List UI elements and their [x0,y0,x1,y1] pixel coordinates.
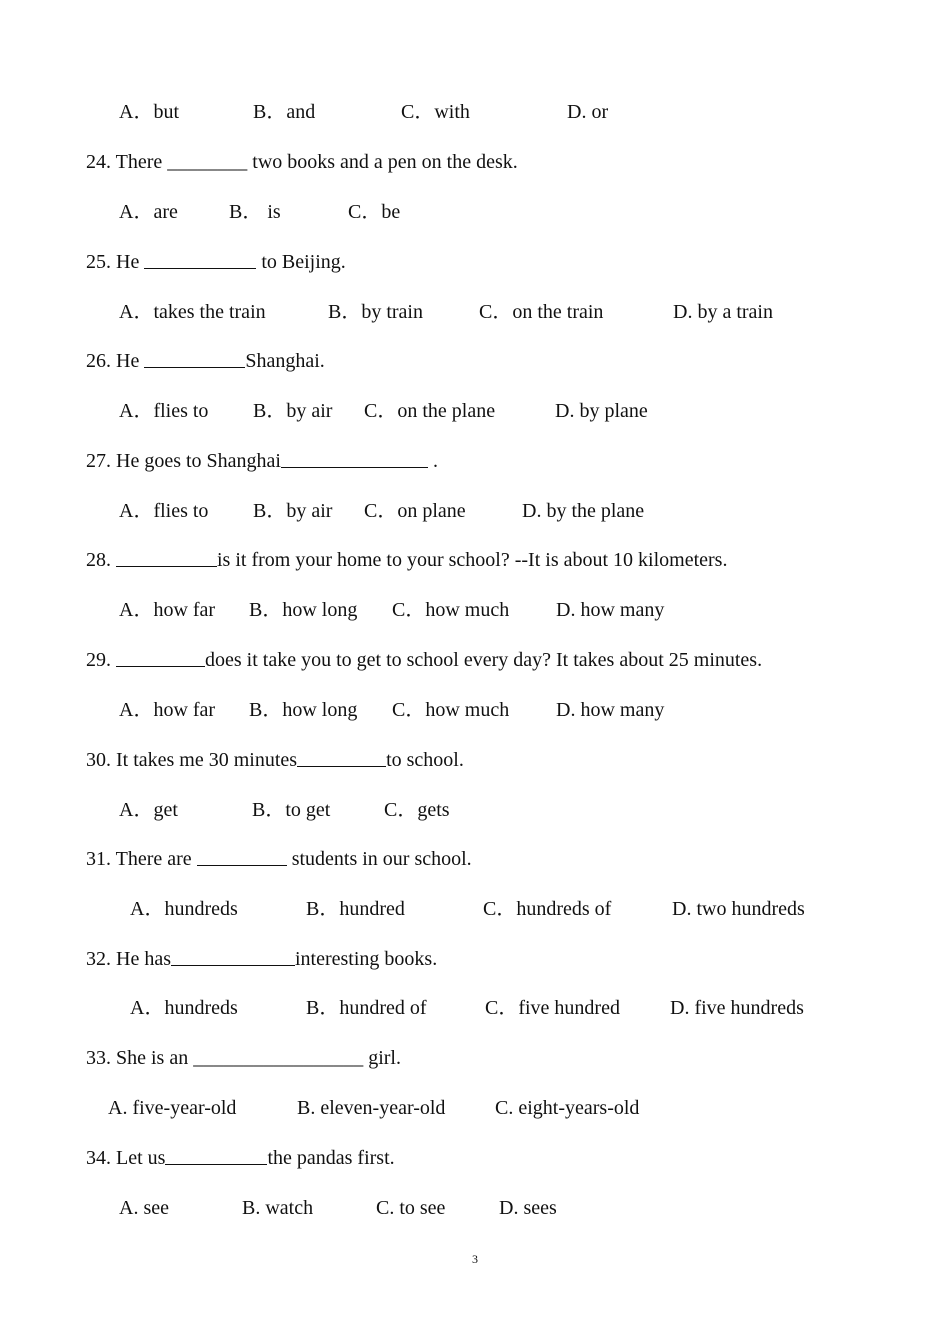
question-line [0,947,950,971]
answer-option: C．five hundred [485,997,620,1019]
question-text-part: 26. He [86,350,145,372]
answer-option: B．how long [249,599,358,621]
answer-option: D. two hundreds [672,898,805,920]
question-text-part: 34. Let us [86,1147,166,1169]
answer-blank [116,648,205,667]
question-text-part: students in our school. [286,848,472,870]
answer-option: A．hundreds [130,898,238,920]
question-text [86,748,464,772]
question-line [0,748,950,772]
answer-option: A．how far [119,599,216,621]
question-line [0,847,950,871]
question-text-part: 29. [86,649,116,671]
question-text [86,349,325,373]
question-line [0,648,950,672]
question-text [86,847,472,871]
answer-option: D. sees [499,1197,557,1219]
question-text [86,150,518,174]
answer-option: A. see [119,1197,169,1219]
answer-option: C．with [401,101,470,123]
answer-options-row [0,499,950,523]
answer-blank [165,1146,267,1165]
answer-options-row [0,300,950,324]
answer-option: A．hundreds [130,997,238,1019]
answer-options-row [0,996,950,1020]
question-text-part: the pandas first. [267,1147,395,1169]
answer-option: D. five hundreds [670,997,804,1019]
answer-option: C．gets [384,799,450,821]
answer-blank [116,548,217,567]
answer-option: A．are [119,201,178,223]
answer-option: C．hundreds of [483,898,612,920]
answer-option: B．by air [253,500,333,522]
answer-option: B．to get [252,799,331,821]
question-line [0,250,950,274]
answer-option: A．takes the train [119,301,266,323]
question-text-part: 33. She is an _________________ girl. [86,1047,401,1069]
answer-option: B．by air [253,400,333,422]
question-line [0,1046,950,1070]
question-text-part: is it from your home to your school? --It is about 10 kilometers. [217,549,728,571]
answer-options-row [0,1196,950,1220]
question-line [0,150,950,174]
answer-blank [281,449,428,468]
answer-blank [144,250,256,269]
question-text [86,449,438,473]
answer-option: D. by plane [555,400,648,422]
answer-options-row [0,897,950,921]
question-text [86,1046,401,1070]
question-text [86,548,727,572]
answer-option: D. by the plane [522,500,645,522]
answer-option: B．by train [328,301,423,323]
answer-option: B. watch [242,1197,314,1219]
page-number: 3 [472,1252,478,1266]
answer-option: C．how much [392,699,510,721]
question-text-part: 31. There are [86,848,197,870]
answer-option: A. five-year-old [108,1097,237,1119]
question-line [0,548,950,572]
answer-option: B． is [229,201,281,223]
question-text [86,250,346,274]
answer-option: D. how many [556,699,665,721]
answer-option: C．how much [392,599,510,621]
answer-option: D. by a train [673,301,773,323]
question-text-part: Shanghai. [245,350,325,372]
answer-options-row [0,1096,950,1120]
answer-options-row [0,698,950,722]
answer-options-row [0,598,950,622]
answer-blank [171,947,295,966]
question-text-part: 25. He [86,251,145,273]
answer-option: B．and [253,101,316,123]
answer-option: B．hundred [306,898,405,920]
answer-options-row [0,200,950,224]
answer-blank [197,847,287,866]
question-line [0,349,950,373]
question-text [86,648,762,672]
answer-option: C．on plane [364,500,466,522]
answer-option: C．on the plane [364,400,496,422]
question-text-part: 32. He has [86,948,171,970]
answer-option: A．but [119,101,179,123]
question-text [86,1146,395,1170]
question-text-part: 27. He goes to Shanghai [86,450,281,472]
answer-options-row [0,100,950,124]
answer-option: B. eleven-year-old [297,1097,446,1119]
answer-option: C. eight-years-old [495,1097,640,1119]
answer-option: A．get [119,799,178,821]
answer-option: C. to see [376,1197,446,1219]
question-line [0,449,950,473]
question-text-part: 28. [86,549,116,571]
answer-option: A．how far [119,699,216,721]
answer-option: A．flies to [119,400,209,422]
answer-option: D. or [567,101,609,123]
question-text [86,947,437,971]
answer-option: C．be [348,201,401,223]
question-line [0,1146,950,1170]
question-text-part: . [427,450,438,472]
question-text-part: 24. There ________ two books and a pen on the desk. [86,151,518,173]
answer-option: C．on the train [479,301,604,323]
answer-options-row [0,399,950,423]
answer-blank [144,349,245,368]
question-text-part: to school. [386,749,464,771]
question-text-part: 30. It takes me 30 minutes [86,749,298,771]
answer-options-row [0,798,950,822]
answer-option: B．hundred of [306,997,427,1019]
question-text-part: to Beijing. [256,251,346,273]
question-text-part: does it take you to get to school every day? It takes about 25 minutes. [205,649,763,671]
answer-blank [297,748,386,767]
answer-option: A．flies to [119,500,209,522]
answer-option: D. how many [556,599,665,621]
question-text-part: interesting books. [294,948,438,970]
answer-option: B．how long [249,699,358,721]
